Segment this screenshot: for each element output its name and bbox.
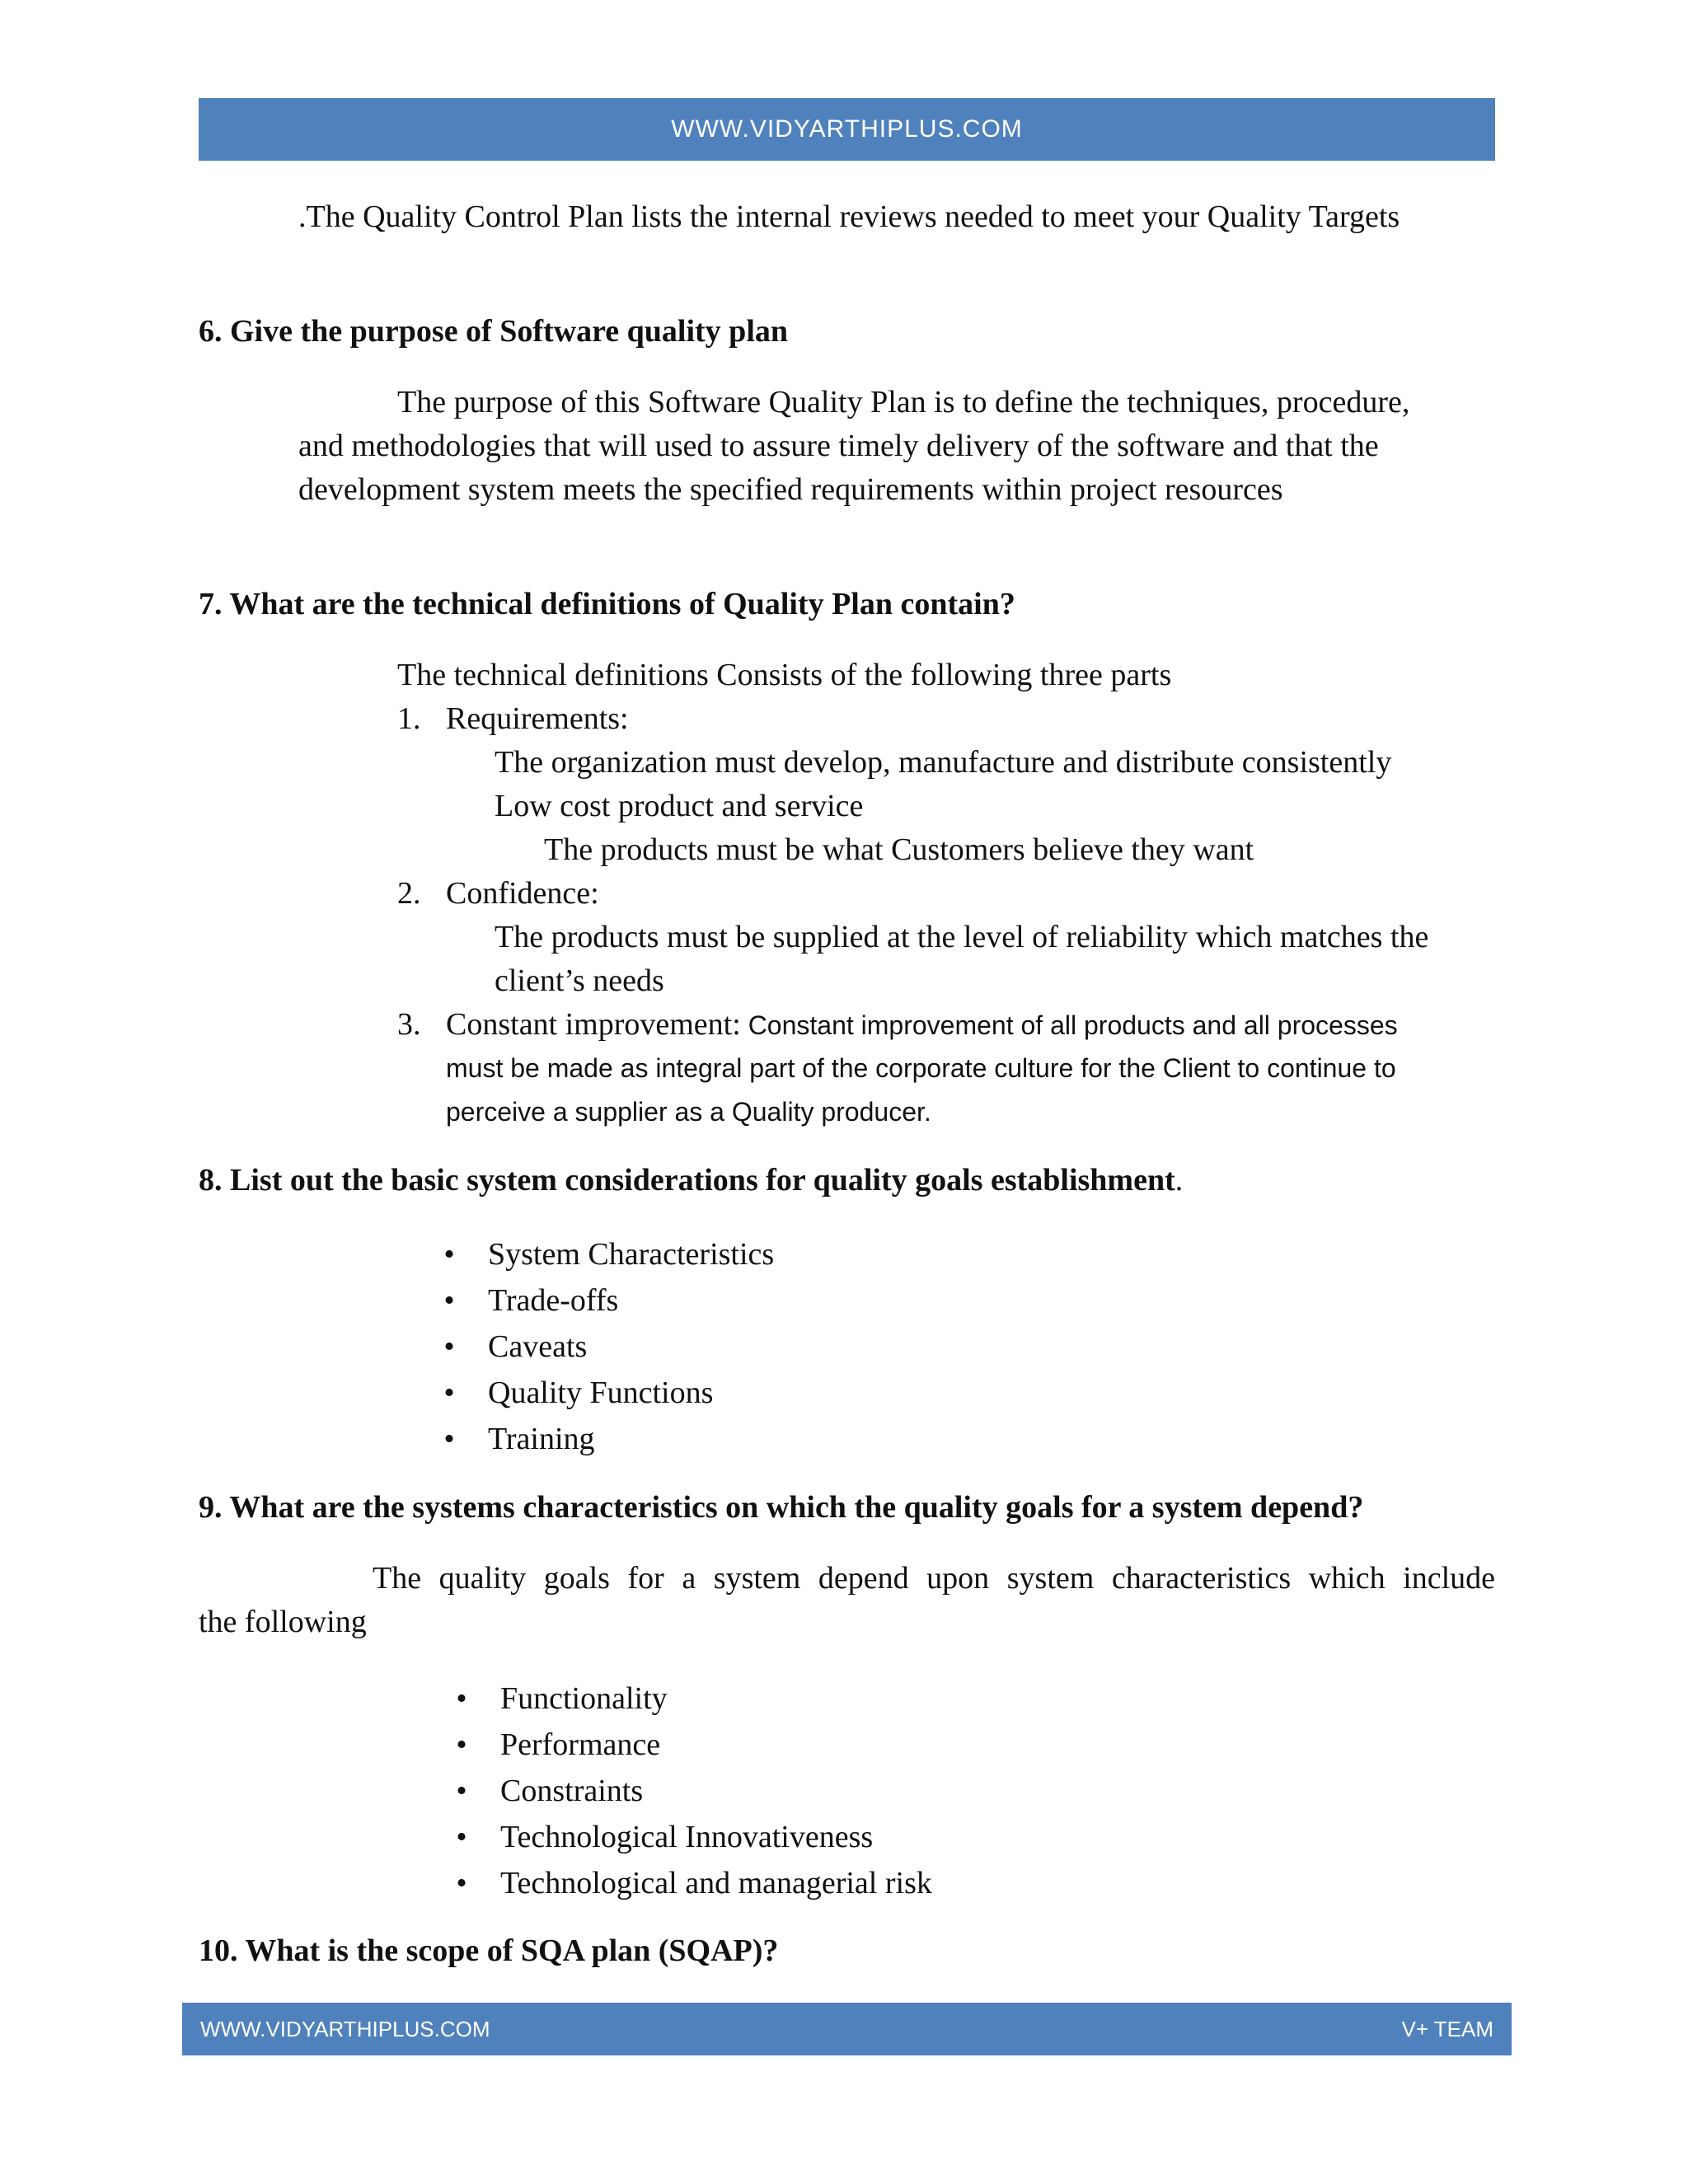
- page-header: [199, 98, 1495, 161]
- q8-heading: [199, 1159, 1183, 1202]
- q7-item-2-line-1: The products must be supplied at the level of reliability which matches the: [495, 920, 1429, 954]
- q7-item-2-line-2: client’s needs: [495, 963, 664, 998]
- bullet-icon: •: [456, 1681, 467, 1716]
- list-item: [449, 1860, 932, 1906]
- q6-line-2: and methodologies that will used to assure timely delivery of the software and that the: [298, 429, 1379, 463]
- q9-bullet-text: Functionality: [500, 1681, 668, 1716]
- q7-item-2-title: Confidence:: [446, 876, 599, 911]
- list-item: [449, 1675, 932, 1722]
- q8-heading-text: 8. List out the basic system considerations for quality goals establishment: [199, 1163, 1175, 1197]
- q7-item-3-title: Constant improvement:: [446, 1007, 741, 1042]
- q8-bullet-text: System Characteristics: [488, 1237, 775, 1272]
- bullet-icon: •: [443, 1376, 455, 1410]
- footer-team-text: V+ TEAM: [1401, 2016, 1493, 2041]
- bullet-icon: •: [443, 1329, 455, 1364]
- list-item: [437, 1277, 774, 1324]
- q8-bullet-text: Caveats: [488, 1329, 588, 1364]
- list-item: [437, 1324, 774, 1370]
- q10-heading: 10. What is the scope of SQA plan (SQAP)?: [199, 1933, 779, 1968]
- q6-line-3: development system meets the specified requirements within project resources: [298, 472, 1283, 507]
- bullet-icon: •: [443, 1237, 455, 1272]
- list-item: [449, 1814, 932, 1860]
- q9-para-line-2: the following: [199, 1605, 367, 1639]
- q9-bullet-text: Technological and managerial risk: [500, 1866, 932, 1900]
- q8-bullet-text: Quality Functions: [488, 1376, 714, 1410]
- q7-item-1-line-2: Low cost product and service: [495, 789, 864, 823]
- q7-item-1-line-1: The organization must develop, manufacture and distribute consistently: [495, 745, 1392, 780]
- bullet-icon: •: [443, 1283, 455, 1318]
- list-item: [437, 1416, 774, 1462]
- q9-bullet-text: Constraints: [500, 1774, 644, 1808]
- list-item: [449, 1768, 932, 1814]
- q7-item-3-line-3: perceive a supplier as a Quality producer.: [446, 1097, 931, 1127]
- page-footer: [182, 2003, 1512, 2055]
- q8-heading-tail: .: [1175, 1163, 1184, 1197]
- q7-item-2-number: 2.: [397, 876, 421, 911]
- intro-line: .The Quality Control Plan lists the internal reviews needed to meet your Quality Targets: [298, 199, 1400, 234]
- bullet-icon: •: [456, 1774, 467, 1808]
- list-item: [437, 1231, 774, 1277]
- q7-intro: The technical definitions Consists of the following three parts: [397, 658, 1172, 692]
- q9-bullet-text: Technological Innovativeness: [500, 1820, 874, 1854]
- q9-para-line-1: The quality goals for a system depend upon system characteristics which include: [373, 1561, 1495, 1596]
- q7-item-3-inline: Constant improvement of all products and all processes: [740, 1010, 1398, 1040]
- q7-heading: 7. What are the technical definitions of Quality Plan contain?: [199, 587, 1015, 621]
- q6-line-1: The purpose of this Software Quality Plan is to define the techniques, procedure,: [397, 385, 1410, 419]
- q9-bullet-text: Performance: [500, 1727, 661, 1762]
- q8-bullet-text: Training: [488, 1422, 595, 1456]
- q7-item-3-line-2: must be made as integral part of the corporate culture for the Client to continue to: [446, 1053, 1396, 1083]
- q9-bullet-list: [449, 1675, 932, 1906]
- q6-heading: 6. Give the purpose of Software quality plan: [199, 314, 789, 349]
- footer-site-text: WWW.VIDYARTHIPLUS.COM: [200, 2016, 490, 2041]
- bullet-icon: •: [456, 1727, 467, 1762]
- q9-heading: 9. What are the systems characteristics on which the quality goals for a system depend?: [199, 1490, 1364, 1525]
- q7-item-1-number: 1.: [397, 701, 421, 736]
- q7-item-3-line-1: [446, 1003, 1398, 1047]
- q8-bullet-text: Trade-offs: [488, 1283, 619, 1318]
- header-site-text: WWW.VIDYARTHIPLUS.COM: [671, 115, 1023, 143]
- bullet-icon: •: [456, 1820, 467, 1854]
- bullet-icon: •: [443, 1422, 455, 1456]
- q7-item-3-number: 3.: [397, 1007, 421, 1042]
- list-item: [437, 1370, 774, 1416]
- q7-item-1-title: Requirements:: [446, 701, 629, 736]
- list-item: [449, 1722, 932, 1768]
- q8-bullet-list: [437, 1231, 774, 1462]
- bullet-icon: •: [456, 1866, 467, 1900]
- q7-item-1-line-3: The products must be what Customers believe they want: [544, 832, 1254, 867]
